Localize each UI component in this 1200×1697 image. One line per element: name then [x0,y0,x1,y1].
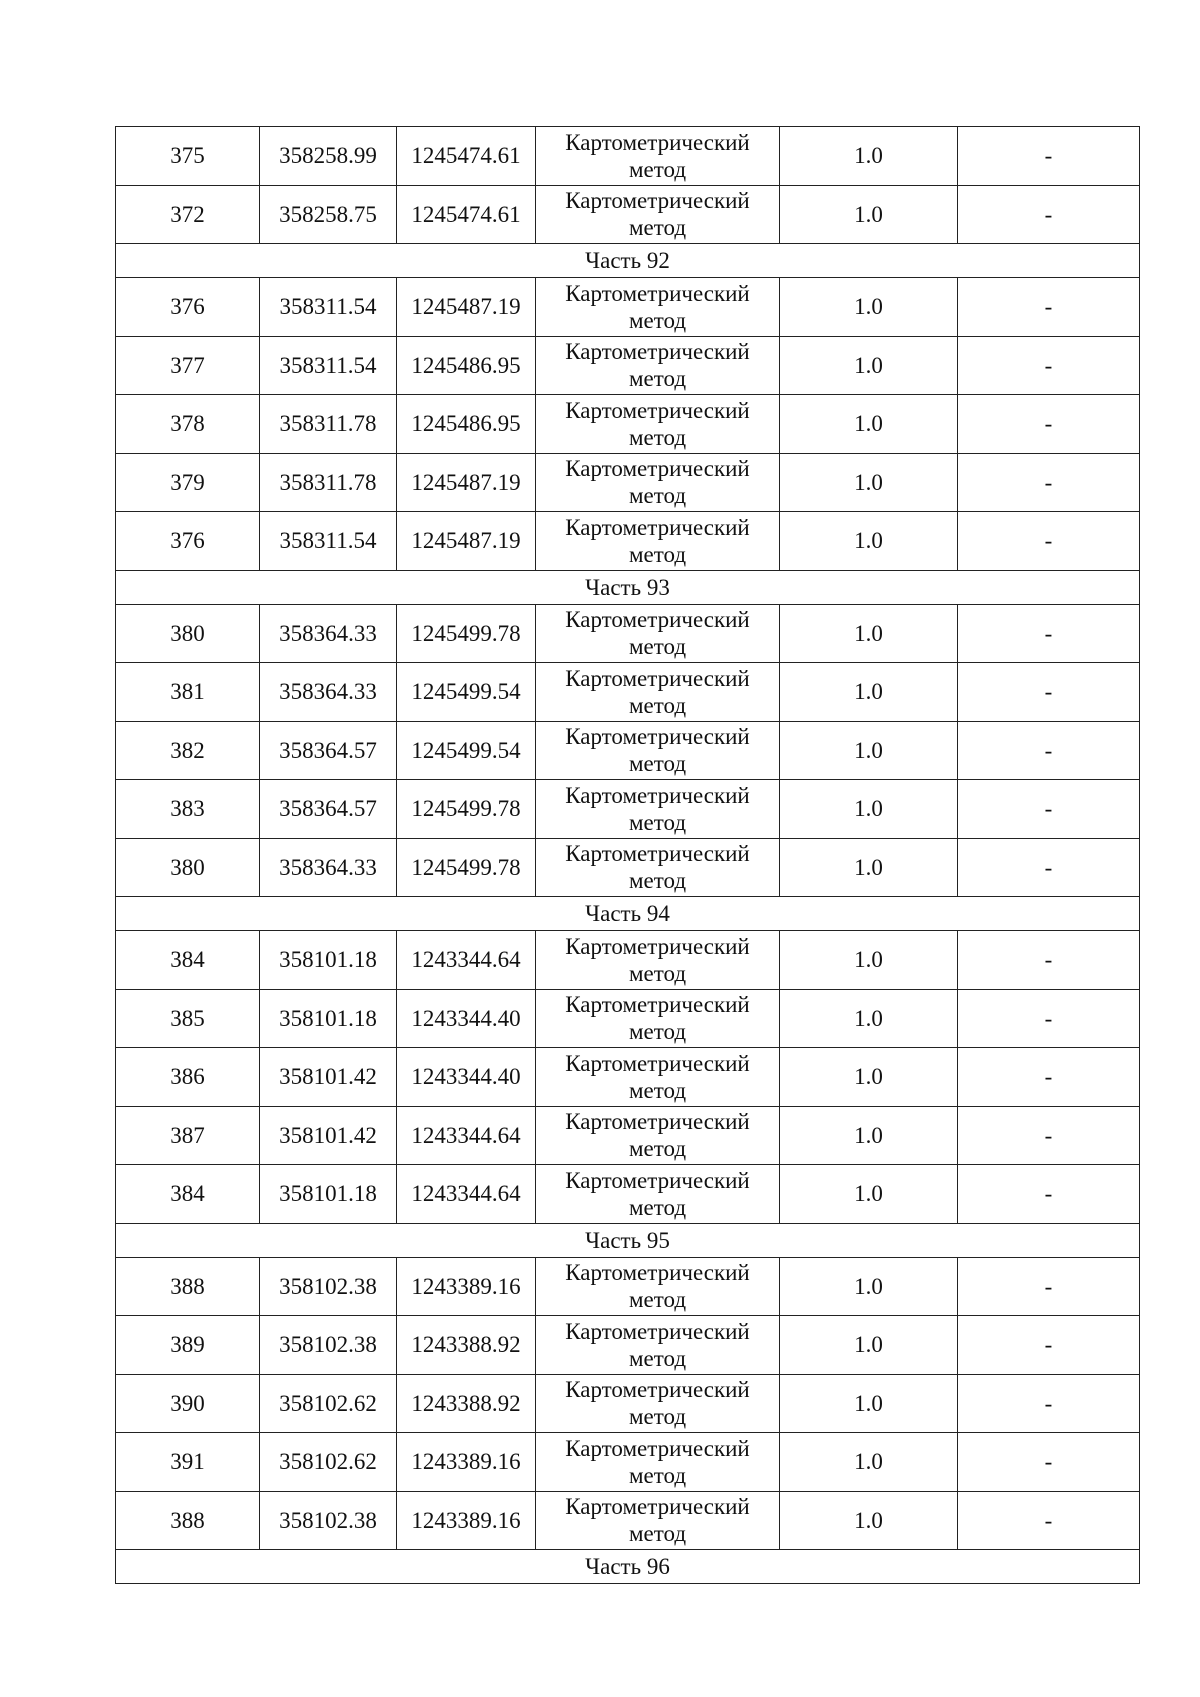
y-coordinate-cell: 1245499.54 [397,721,536,780]
point-number-cell: 376 [116,278,260,337]
y-coordinate-cell: 1243344.64 [397,1165,536,1224]
table-row [116,1374,1140,1433]
precision-cell: 1.0 [780,989,958,1048]
x-coordinate-cell: 358101.18 [260,989,397,1048]
note-cell: - [958,1106,1140,1165]
point-number-cell: 391 [116,1433,260,1492]
point-number-cell: 376 [116,512,260,571]
precision-cell: 1.0 [780,1165,958,1224]
method-cell: Картометрический метод [536,989,780,1048]
point-number-cell: 382 [116,721,260,780]
precision-cell: 1.0 [780,1374,958,1433]
y-coordinate-cell: 1243389.16 [397,1491,536,1550]
table-row [116,1491,1140,1550]
table-row [116,512,1140,571]
note-cell: - [958,185,1140,244]
x-coordinate-cell: 358364.33 [260,838,397,897]
y-coordinate-cell: 1243344.40 [397,989,536,1048]
point-number-cell: 384 [116,1165,260,1224]
method-cell: Картометрический метод [536,453,780,512]
precision-cell: 1.0 [780,663,958,722]
x-coordinate-cell: 358102.62 [260,1433,397,1492]
x-coordinate-cell: 358364.57 [260,780,397,839]
coordinates-table-body [116,127,1140,1584]
part-header: Часть 93 [116,570,1140,604]
y-coordinate-cell: 1245499.78 [397,838,536,897]
table-row [116,336,1140,395]
x-coordinate-cell: 358102.62 [260,1374,397,1433]
y-coordinate-cell: 1243388.92 [397,1316,536,1375]
method-cell: Картометрический метод [536,278,780,337]
precision-cell: 1.0 [780,1316,958,1375]
y-coordinate-cell: 1243389.16 [397,1433,536,1492]
note-cell: - [958,395,1140,454]
part-header-row [116,1550,1140,1584]
precision-cell: 1.0 [780,336,958,395]
note-cell: - [958,1316,1140,1375]
note-cell: - [958,989,1140,1048]
table-row [116,931,1140,990]
y-coordinate-cell: 1243389.16 [397,1257,536,1316]
precision-cell: 1.0 [780,1106,958,1165]
y-coordinate-cell: 1245499.54 [397,663,536,722]
method-cell: Картометрический метод [536,838,780,897]
y-coordinate-cell: 1245499.78 [397,604,536,663]
point-number-cell: 380 [116,838,260,897]
note-cell: - [958,453,1140,512]
precision-cell: 1.0 [780,395,958,454]
x-coordinate-cell: 358101.18 [260,1165,397,1224]
point-number-cell: 375 [116,127,260,186]
table-row [116,663,1140,722]
x-coordinate-cell: 358258.75 [260,185,397,244]
y-coordinate-cell: 1243388.92 [397,1374,536,1433]
x-coordinate-cell: 358311.78 [260,453,397,512]
precision-cell: 1.0 [780,512,958,571]
part-header: Часть 94 [116,897,1140,931]
table-row [116,1106,1140,1165]
table-row [116,127,1140,186]
note-cell: - [958,1491,1140,1550]
method-cell: Картометрический метод [536,931,780,990]
table-row [116,1048,1140,1107]
point-number-cell: 387 [116,1106,260,1165]
point-number-cell: 388 [116,1257,260,1316]
point-number-cell: 389 [116,1316,260,1375]
x-coordinate-cell: 358311.78 [260,395,397,454]
point-number-cell: 390 [116,1374,260,1433]
point-number-cell: 383 [116,780,260,839]
x-coordinate-cell: 358102.38 [260,1491,397,1550]
precision-cell: 1.0 [780,278,958,337]
method-cell: Картометрический метод [536,1316,780,1375]
y-coordinate-cell: 1245486.95 [397,395,536,454]
note-cell: - [958,780,1140,839]
y-coordinate-cell: 1243344.64 [397,1106,536,1165]
precision-cell: 1.0 [780,721,958,780]
method-cell: Картометрический метод [536,512,780,571]
x-coordinate-cell: 358311.54 [260,278,397,337]
method-cell: Картометрический метод [536,1048,780,1107]
part-header-row [116,244,1140,278]
note-cell: - [958,1257,1140,1316]
method-cell: Картометрический метод [536,1165,780,1224]
x-coordinate-cell: 358364.33 [260,663,397,722]
y-coordinate-cell: 1243344.64 [397,931,536,990]
x-coordinate-cell: 358101.42 [260,1048,397,1107]
y-coordinate-cell: 1245474.61 [397,185,536,244]
table-row [116,453,1140,512]
x-coordinate-cell: 358364.33 [260,604,397,663]
method-cell: Картометрический метод [536,780,780,839]
method-cell: Картометрический метод [536,395,780,454]
note-cell: - [958,1165,1140,1224]
point-number-cell: 386 [116,1048,260,1107]
point-number-cell: 381 [116,663,260,722]
x-coordinate-cell: 358102.38 [260,1316,397,1375]
method-cell: Картометрический метод [536,604,780,663]
method-cell: Картометрический метод [536,185,780,244]
point-number-cell: 388 [116,1491,260,1550]
part-header: Часть 96 [116,1550,1140,1584]
note-cell: - [958,127,1140,186]
table-row [116,604,1140,663]
method-cell: Картометрический метод [536,1374,780,1433]
table-row [116,721,1140,780]
note-cell: - [958,512,1140,571]
precision-cell: 1.0 [780,185,958,244]
point-number-cell: 385 [116,989,260,1048]
precision-cell: 1.0 [780,127,958,186]
note-cell: - [958,604,1140,663]
method-cell: Картометрический метод [536,721,780,780]
method-cell: Картометрический метод [536,1257,780,1316]
coordinates-table [115,126,1140,1584]
method-cell: Картометрический метод [536,336,780,395]
note-cell: - [958,1433,1140,1492]
part-header: Часть 95 [116,1223,1140,1257]
x-coordinate-cell: 358311.54 [260,336,397,395]
point-number-cell: 372 [116,185,260,244]
precision-cell: 1.0 [780,1257,958,1316]
y-coordinate-cell: 1245474.61 [397,127,536,186]
note-cell: - [958,1374,1140,1433]
x-coordinate-cell: 358102.38 [260,1257,397,1316]
y-coordinate-cell: 1245487.19 [397,512,536,571]
part-header-row [116,1223,1140,1257]
note-cell: - [958,1048,1140,1107]
method-cell: Картометрический метод [536,1491,780,1550]
x-coordinate-cell: 358364.57 [260,721,397,780]
part-header-row [116,570,1140,604]
y-coordinate-cell: 1245487.19 [397,453,536,512]
table-row [116,989,1140,1048]
note-cell: - [958,278,1140,337]
point-number-cell: 377 [116,336,260,395]
table-row [116,1165,1140,1224]
precision-cell: 1.0 [780,780,958,839]
y-coordinate-cell: 1245486.95 [397,336,536,395]
y-coordinate-cell: 1245499.78 [397,780,536,839]
table-row [116,838,1140,897]
method-cell: Картометрический метод [536,127,780,186]
table-row [116,278,1140,337]
table-row [116,1257,1140,1316]
part-header: Часть 92 [116,244,1140,278]
y-coordinate-cell: 1245487.19 [397,278,536,337]
point-number-cell: 379 [116,453,260,512]
x-coordinate-cell: 358101.42 [260,1106,397,1165]
point-number-cell: 380 [116,604,260,663]
precision-cell: 1.0 [780,931,958,990]
precision-cell: 1.0 [780,1048,958,1107]
x-coordinate-cell: 358311.54 [260,512,397,571]
method-cell: Картометрический метод [536,1433,780,1492]
table-row [116,1433,1140,1492]
precision-cell: 1.0 [780,838,958,897]
note-cell: - [958,931,1140,990]
note-cell: - [958,721,1140,780]
precision-cell: 1.0 [780,604,958,663]
note-cell: - [958,663,1140,722]
table-row [116,1316,1140,1375]
note-cell: - [958,838,1140,897]
y-coordinate-cell: 1243344.40 [397,1048,536,1107]
method-cell: Картометрический метод [536,1106,780,1165]
note-cell: - [958,336,1140,395]
method-cell: Картометрический метод [536,663,780,722]
point-number-cell: 378 [116,395,260,454]
part-header-row [116,897,1140,931]
table-row [116,185,1140,244]
table-row [116,395,1140,454]
point-number-cell: 384 [116,931,260,990]
precision-cell: 1.0 [780,453,958,512]
x-coordinate-cell: 358258.99 [260,127,397,186]
x-coordinate-cell: 358101.18 [260,931,397,990]
precision-cell: 1.0 [780,1433,958,1492]
table-row [116,780,1140,839]
precision-cell: 1.0 [780,1491,958,1550]
